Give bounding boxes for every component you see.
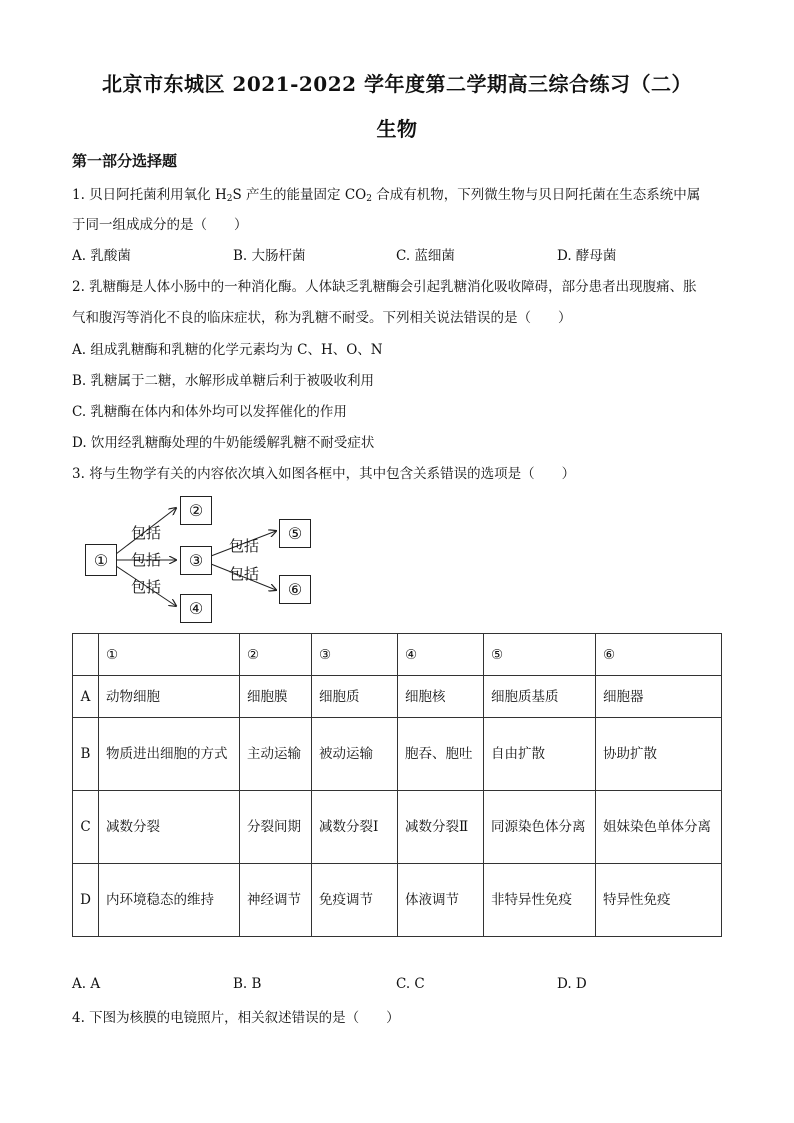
table-cell: 特异性免疫 xyxy=(596,864,722,937)
section-heading: 第一部分选择题 xyxy=(72,152,178,170)
table-header-cell: ③ xyxy=(312,634,398,676)
row-label: A xyxy=(73,676,99,718)
question-1-line-2: 于同一组成成分的是（ ） xyxy=(72,217,248,233)
diagram-label-include-4: 包括 xyxy=(229,537,260,555)
q1-option-c: C. 蓝细菌 xyxy=(396,248,455,264)
options-table xyxy=(72,633,722,937)
table-row xyxy=(73,864,722,937)
question-3-stem: 3. 将与生物学有关的内容依次填入如图各框中，其中包含关系错误的选项是（ ） xyxy=(72,466,576,482)
diagram-box-6: ⑥ xyxy=(279,575,311,604)
table-cell: 被动运输 xyxy=(312,718,398,791)
table-row xyxy=(73,718,722,791)
table-cell: 主动运输 xyxy=(240,718,312,791)
table-header-row xyxy=(73,634,722,676)
page-title: 北京市东城区 2021-2022 学年度第二学期高三综合练习（二） xyxy=(101,72,693,96)
table-cell: 物质进出细胞的方式 xyxy=(99,718,240,791)
table-row xyxy=(73,676,722,718)
row-label: B xyxy=(73,718,99,791)
table-header-cell: ① xyxy=(99,634,240,676)
row-label: C xyxy=(73,791,99,864)
q1-text-c: 合成有机物，下列微生物与贝日阿托菌在生态系统中属 xyxy=(371,187,701,203)
table-cell: 减数分裂Ⅰ xyxy=(312,791,398,864)
diagram-label-include-5: 包括 xyxy=(229,565,260,583)
q1-sub-2: 2 xyxy=(366,194,372,204)
question-2-line-1: 2. 乳糖酶是人体小肠中的一种消化酶。人体缺乏乳糖酶会引起乳糖消化吸收障碍，部分患者出现腹痛、胀 xyxy=(72,279,697,295)
q3-option-a: A. A xyxy=(72,976,101,992)
table-cell: 细胞器 xyxy=(596,676,722,718)
diagram-label-include-1: 包括 xyxy=(131,524,162,542)
q1-sub-1: 2 xyxy=(226,194,233,204)
table-cell: 协助扩散 xyxy=(596,718,722,791)
table-cell: 细胞质 xyxy=(312,676,398,718)
row-label: D xyxy=(73,864,99,937)
table-cell: 细胞核 xyxy=(398,676,484,718)
q2-option-d: D. 饮用经乳糖酶处理的牛奶能缓解乳糖不耐受症状 xyxy=(72,435,375,451)
table-cell: 减数分裂 xyxy=(99,791,240,864)
table-header-cell: ⑥ xyxy=(596,634,722,676)
subject-title: 生物 xyxy=(376,117,418,141)
table-cell: 细胞质基质 xyxy=(484,676,596,718)
q1-option-a: A. 乳酸菌 xyxy=(72,248,131,264)
table-cell: 胞吞、胞吐 xyxy=(398,718,484,791)
table-cell: 免疫调节 xyxy=(312,864,398,937)
q2-option-c: C. 乳糖酶在体内和体外均可以发挥催化的作用 xyxy=(72,404,347,420)
q1-option-b: B. 大肠杆菌 xyxy=(233,248,306,264)
table-cell: 细胞膜 xyxy=(240,676,312,718)
table-header-cell: ⑤ xyxy=(484,634,596,676)
table-header-cell: ② xyxy=(240,634,312,676)
q1-text-b: S 产生的能量固定 CO xyxy=(232,187,367,203)
table-header-cell: ④ xyxy=(398,634,484,676)
q2-option-a: A. 组成乳糖酶和乳糖的化学元素均为 C、H、O、N xyxy=(72,342,383,358)
diagram-box-5: ⑤ xyxy=(279,519,311,548)
q3-option-d: D. D xyxy=(557,976,587,992)
question-4-stem: 4. 下图为核膜的电镜照片，相关叙述错误的是（ ） xyxy=(72,1010,400,1026)
diagram-label-include-3: 包括 xyxy=(131,578,162,596)
q1-text-a: 1. 贝日阿托菌利用氧化 H xyxy=(72,187,227,203)
table-cell: 姐妹染色单体分离 xyxy=(596,791,722,864)
table-cell: 动物细胞 xyxy=(99,676,240,718)
diagram-box-1: ① xyxy=(85,544,117,576)
table-cell: 神经调节 xyxy=(240,864,312,937)
diagram-label-include-2: 包括 xyxy=(131,551,162,569)
diagram-box-3: ③ xyxy=(180,546,212,575)
q1-option-d: D. 酵母菌 xyxy=(557,248,617,264)
question-2-line-2: 气和腹泻等消化不良的临床症状，称为乳糖不耐受。下列相关说法错误的是（ ） xyxy=(72,310,572,326)
table-row xyxy=(73,791,722,864)
q2-option-b: B. 乳糖属于二糖，水解形成单糖后利于被吸收利用 xyxy=(72,373,375,389)
q3-option-c: C. C xyxy=(396,976,425,992)
table-cell: 内环境稳态的维持 xyxy=(99,864,240,937)
table-cell: 体液调节 xyxy=(398,864,484,937)
table-cell: 减数分裂Ⅱ xyxy=(398,791,484,864)
table-cell: 同源染色体分离 xyxy=(484,791,596,864)
table-cell: 非特异性免疫 xyxy=(484,864,596,937)
table-header-cell xyxy=(73,634,99,676)
q3-option-b: B. B xyxy=(233,976,262,992)
table-cell: 分裂间期 xyxy=(240,791,312,864)
diagram-box-4: ④ xyxy=(180,594,212,623)
table-cell: 自由扩散 xyxy=(484,718,596,791)
diagram-box-2: ② xyxy=(180,496,212,525)
